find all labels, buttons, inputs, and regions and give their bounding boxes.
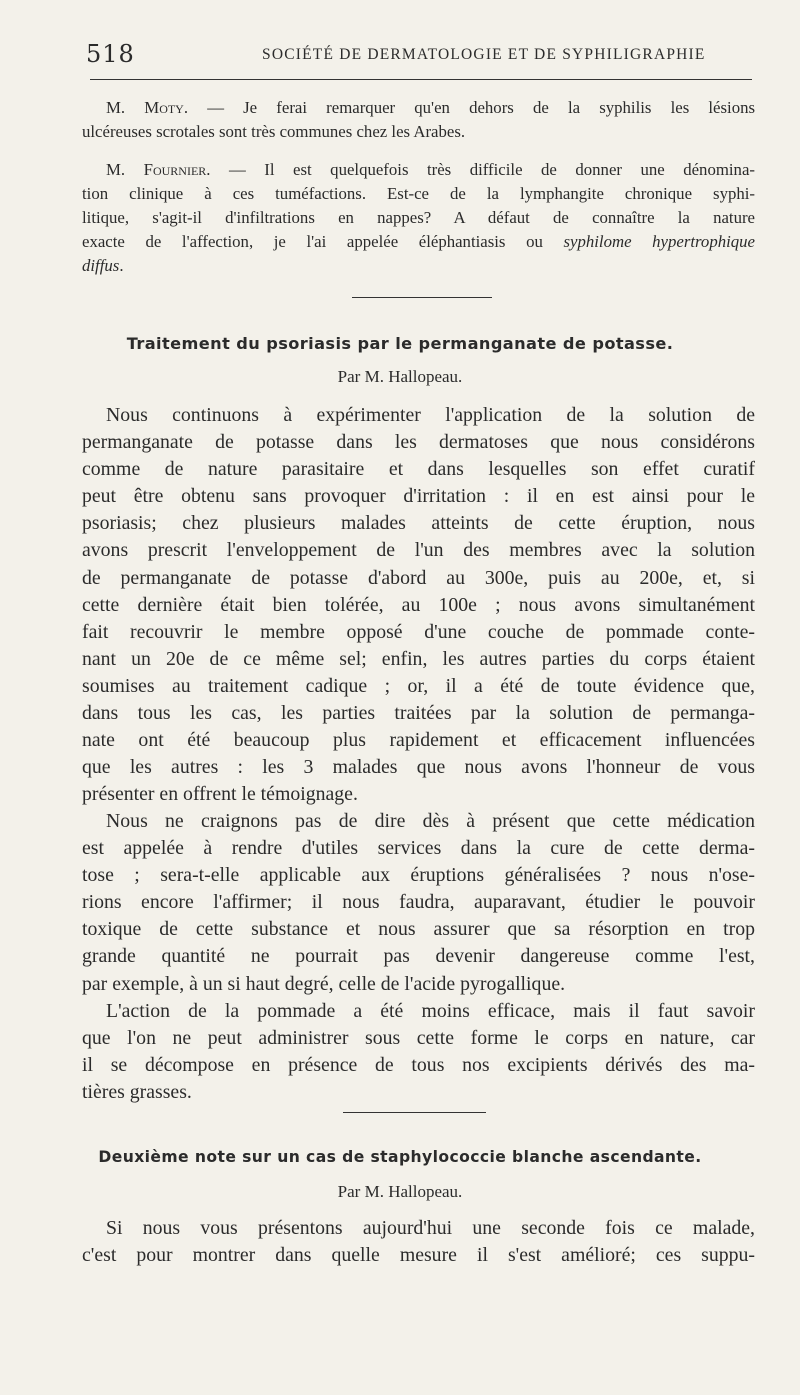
fournier-remark [82,158,755,278]
text-line: nate ont été beaucoup plus rapidement et efficacement influencées [82,729,755,752]
text-line: tières grasses. [82,1081,192,1104]
section-divider [343,1112,486,1113]
text-line: toxique de cette substance et nous assurer que sa résorption en trop [82,918,755,941]
moty-remark [82,96,755,144]
text-line: il se décompose en présence de tous nos excipients dérivés des ma- [82,1054,755,1077]
text-line: nant un 20e de ce même sel; enfin, les autres parties du corps étaient [82,647,755,670]
section-author: Par M. Hallopeau. [337,1182,463,1201]
text-line: grande quantité ne pourrait pas devenir dangereuse comme l'est, [82,945,755,968]
text-line: psoriasis; chez plusieurs malades atteints de cette éruption, nous [82,512,755,535]
text-line: peut être obtenu sans provoquer d'irritation : il en est ainsi pour le [82,485,755,508]
text-line: exacte de l'affection, je l'ai appelée éléphantiasis ou syphilome hypertrophique [82,232,755,251]
text-line: par exemple, à un si haut degré, celle de l'acide pyrogallique. [82,972,566,995]
text-line: tion clinique à ces tuméfactions. Est-ce de la lymphangite chronique syphi- [82,184,755,203]
header-rule [90,79,752,80]
speaker-moty: M. Moty. [106,98,189,117]
speaker-fournier: M. Fournier. [106,160,211,179]
text-line: L'action de la pommade a été moins efficace, mais il faut savoir [106,1000,755,1022]
text-line: rions encore l'affirmer; il nous faudra, auparavant, étudier le pouvoir [82,891,755,914]
text-line: comme de nature parasitaire et dans lesquelles son effet curatif [82,458,755,481]
text-line: dans tous les cas, les parties traitées par la solution de permanga- [82,702,755,725]
text-line: que l'on ne peut administrer sous cette forme le corps en nature, car [82,1027,755,1050]
running-head [82,38,754,72]
text-line: avons prescrit l'enveloppement de l'un des membres avec la solution [82,539,755,562]
text-line: Nous ne craignons pas de dire dès à présent que cette médication [106,810,755,832]
paragraph [82,1215,755,1269]
paragraph [82,998,755,1106]
journal-title: SOCIÉTÉ DE DERMATOLOGIE ET DE SYPHILIGRAPHIE [262,46,706,63]
text-line: que les autres : les 3 malades que nous avons l'honneur de vous [82,756,755,779]
section-title: Deuxième note sur un cas de staphylococcie blanche ascendante. [98,1148,702,1166]
text-line: est appelée à rendre d'utiles services dans la cure de cette derma- [82,837,755,860]
text-line: tose ; sera-t-elle applicable aux éruptions généralisées ? nous n'ose- [82,864,755,887]
text-line: ulcéreuses scrotales sont très communes chez les Arabes. [82,122,466,141]
text-line: M. Fournier. — Il est quelquefois très difficile de donner une dénomina- [106,160,755,179]
text-line: cette dernière était bien tolérée, au 100e ; nous avons simultanément [82,593,755,616]
text-line: fait recouvrir le membre opposé d'une couche de pommade conte- [82,620,755,643]
paragraph [82,808,755,998]
text-line: c'est pour montrer dans quelle mesure il s'est amélioré; ces suppu- [82,1244,755,1267]
text-line: Nous continuons à expérimenter l'application de la solution de [106,404,755,426]
text-line: soumises au traitement cadique ; or, il a été de toute évidence que, [82,674,755,697]
text-line: de permanganate de potasse d'abord au 300e, puis au 200e, et, si [82,566,755,589]
section-divider [352,297,492,298]
page-number: 518 [86,40,135,68]
text-line: M. Moty. — Je ferai remarquer qu'en dehors de la syphilis les lésions [106,98,756,117]
text-line: litique, s'agit-il d'infiltrations en nappes? A défaut de connaître la nature [82,208,755,227]
section-title: Traitement du psoriasis par le permanganate de potasse. [126,334,674,353]
paragraph [82,402,755,808]
text-line: Si nous vous présentons aujourd'hui une seconde fois ce malade, [106,1217,755,1239]
text-line: présenter en offrent le témoignage. [82,783,358,806]
section-author: Par M. Hallopeau. [337,367,463,386]
text-line: diffus. [82,256,124,275]
text-line: permanganate de potasse dans les dermatoses que nous considérons [82,431,755,454]
